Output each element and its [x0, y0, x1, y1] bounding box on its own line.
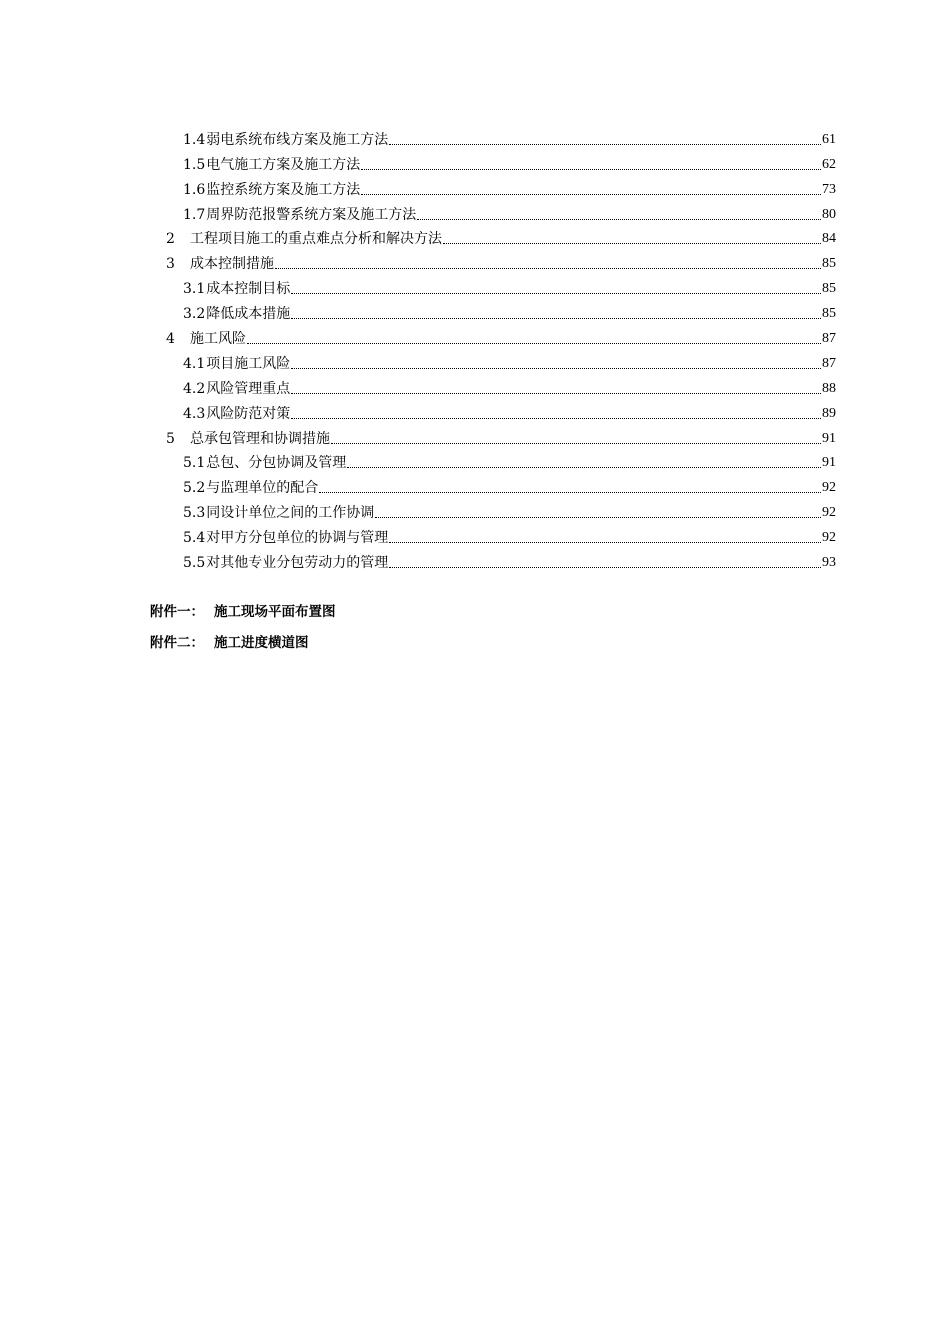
toc-entry-label: 成本控制措施	[190, 256, 274, 273]
toc-entry[interactable]	[0, 398, 950, 423]
toc-entry-page: 92	[822, 480, 836, 496]
toc-entry-page: 62	[822, 156, 836, 172]
toc-entry-title	[183, 529, 388, 547]
toc-entry-title	[183, 504, 374, 522]
toc-entry-title	[166, 430, 330, 448]
toc-entry-number: 4	[166, 331, 175, 348]
toc-entry-title	[183, 305, 290, 323]
toc-entry[interactable]	[0, 373, 950, 398]
toc-entry-page: 92	[822, 530, 836, 546]
toc-entry-label: 项目施工风险	[206, 355, 291, 372]
toc-entry-page: 89	[822, 405, 836, 421]
toc-entry-number: 1.5	[183, 156, 206, 173]
toc-entry-label: 同设计单位之间的工作协调	[206, 505, 375, 522]
toc-entry-title	[183, 206, 416, 224]
toc-entry[interactable]	[0, 448, 950, 473]
toc-entry-label: 与监理单位的配合	[206, 480, 319, 497]
toc-entry-title	[166, 330, 246, 348]
toc-entry-label: 监控系统方案及施工方法	[206, 181, 361, 198]
toc-entry-page: 87	[822, 331, 836, 347]
appendix-label: 附件二：	[150, 635, 204, 651]
toc-entry-label: 总承包管理和协调措施	[190, 430, 330, 447]
toc-entry-number: 2	[166, 231, 175, 248]
toc-dot-leader	[291, 275, 821, 294]
toc-entry-number: 5.4	[183, 530, 206, 547]
toc-dot-leader	[319, 474, 821, 493]
toc-entry-title	[183, 131, 388, 149]
toc-entry-page: 92	[822, 505, 836, 521]
toc-dot-leader	[389, 524, 821, 543]
toc-dot-leader	[291, 350, 821, 369]
toc-entry-label: 电气施工方案及施工方法	[206, 156, 361, 173]
toc-entry-label: 总包、分包协调及管理	[206, 455, 347, 472]
appendix-entry[interactable]	[150, 634, 850, 652]
toc-entry-number: 1.6	[183, 181, 206, 198]
toc-entry-label: 对其他专业分包劳动力的管理	[206, 555, 389, 572]
toc-entry-page: 91	[822, 455, 836, 471]
toc-entry[interactable]	[0, 497, 950, 522]
toc-entry-title	[183, 355, 290, 373]
toc-entry[interactable]	[0, 298, 950, 323]
toc-entry-label: 周界防范报警系统方案及施工方法	[206, 206, 417, 223]
appendix-label: 附件一：	[150, 604, 204, 620]
toc-entry-page: 80	[822, 206, 836, 222]
toc-dot-leader	[347, 449, 821, 468]
toc-dot-leader	[361, 176, 821, 195]
toc-entry-title	[166, 230, 442, 248]
toc-entry-label: 工程项目施工的重点难点分析和解决方法	[190, 231, 442, 248]
toc-entry-label: 弱电系统布线方案及施工方法	[206, 131, 389, 148]
toc-entry[interactable]	[0, 423, 950, 448]
toc-entry-number: 5.1	[183, 455, 206, 472]
toc-entry-number: 5.5	[183, 555, 206, 572]
toc-dot-leader	[361, 151, 821, 170]
toc-dot-leader	[275, 250, 821, 269]
toc-entry[interactable]	[0, 323, 950, 348]
toc-entry[interactable]	[0, 149, 950, 174]
appendix-entry[interactable]	[150, 603, 850, 621]
toc-entry[interactable]	[0, 224, 950, 249]
toc-dot-leader	[331, 425, 821, 444]
toc-entry-page: 91	[822, 430, 836, 446]
toc-entry[interactable]	[0, 248, 950, 273]
toc-entry[interactable]	[0, 174, 950, 199]
toc-entry-label: 降低成本措施	[206, 306, 291, 323]
toc-entry-label: 风险防范对策	[206, 405, 291, 422]
toc-entry-label: 施工风险	[190, 331, 246, 348]
toc-entry-title	[183, 380, 290, 398]
toc-dot-leader	[417, 201, 821, 220]
toc-entry-label: 风险管理重点	[206, 380, 291, 397]
toc-entry-number: 5.2	[183, 480, 206, 497]
toc-dot-leader	[443, 225, 821, 244]
toc-entry-page: 61	[822, 131, 836, 147]
toc-dot-leader	[247, 325, 821, 344]
toc-entry-number: 3.2	[183, 306, 206, 323]
toc-entry-number: 3.1	[183, 281, 206, 298]
toc-entry-title	[166, 255, 274, 273]
toc-dot-leader	[291, 300, 821, 319]
toc-entry-label: 对甲方分包单位的协调与管理	[206, 530, 389, 547]
toc-entry-number: 5	[166, 430, 175, 447]
toc-entry-title	[183, 181, 360, 199]
toc-entry[interactable]	[0, 199, 950, 224]
toc-dot-leader	[291, 400, 821, 419]
toc-entry-number: 5.3	[183, 505, 206, 522]
toc-entry-page: 87	[822, 355, 836, 371]
toc-entry-number: 1.4	[183, 131, 206, 148]
toc-entry-label: 成本控制目标	[206, 281, 291, 298]
appendix-title: 施工进度横道图	[214, 635, 309, 651]
toc-entry-title	[183, 479, 318, 497]
toc-entry[interactable]	[0, 522, 950, 547]
toc-dot-leader	[389, 549, 821, 568]
toc-entry[interactable]	[0, 472, 950, 497]
toc-entry-page: 85	[822, 256, 836, 272]
toc-entry-title	[183, 280, 290, 298]
toc-entry-title	[183, 554, 388, 572]
toc-entry-number: 4.3	[183, 405, 206, 422]
toc-entry-page: 88	[822, 380, 836, 396]
toc-entry-number: 4.1	[183, 355, 206, 372]
toc-entry-page: 73	[822, 181, 836, 197]
toc-entry-number: 4.2	[183, 380, 206, 397]
toc-dot-leader	[291, 375, 821, 394]
toc-entry-page: 84	[822, 231, 836, 247]
table-of-contents	[0, 124, 950, 572]
toc-entry-page: 93	[822, 555, 836, 571]
toc-entry[interactable]	[0, 273, 950, 298]
toc-entry[interactable]	[0, 348, 950, 373]
appendix-title: 施工现场平面布置图	[214, 604, 336, 620]
toc-entry-title	[183, 405, 290, 423]
toc-entry-title	[183, 156, 360, 174]
toc-dot-leader	[375, 499, 821, 518]
toc-entry[interactable]	[0, 547, 950, 572]
toc-dot-leader	[389, 126, 821, 145]
toc-entry-page: 85	[822, 281, 836, 297]
toc-entry[interactable]	[0, 124, 950, 149]
toc-entry-number: 3	[166, 256, 175, 273]
toc-entry-page: 85	[822, 306, 836, 322]
toc-entry-number: 1.7	[183, 206, 206, 223]
toc-entry-title	[183, 454, 346, 472]
